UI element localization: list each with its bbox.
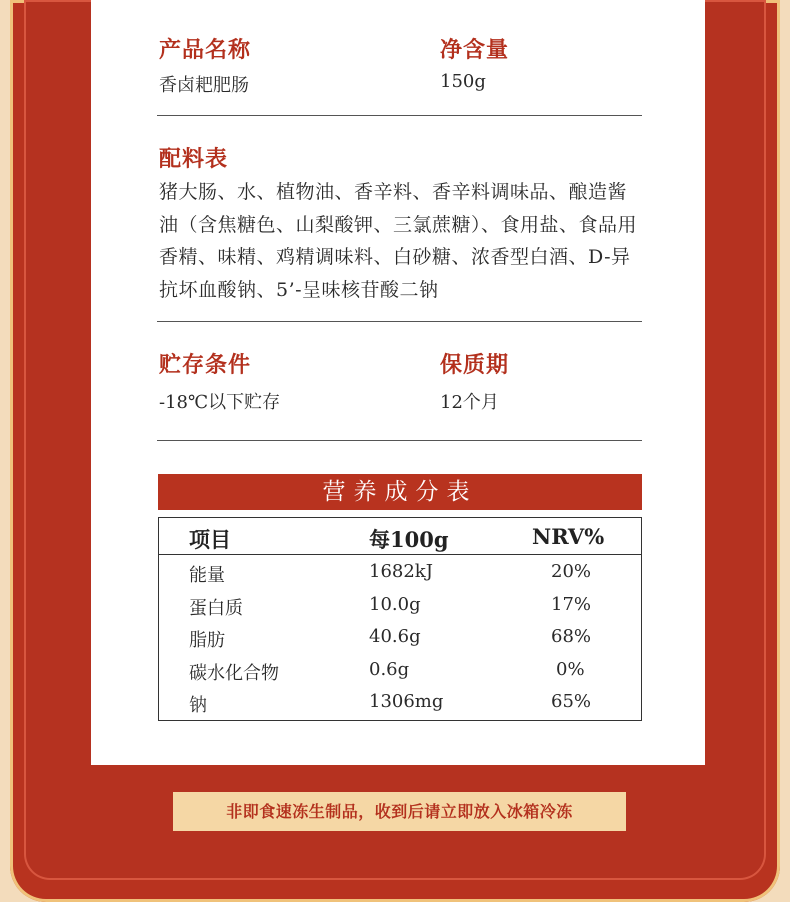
nutrient-nrv: 65%	[551, 691, 592, 712]
nutrient-name: 脂肪	[189, 630, 225, 651]
nutrient-nrv: 20%	[551, 561, 592, 582]
net-content-value: 150g	[440, 71, 486, 92]
product-name-value: 香卤耙肥肠	[159, 75, 249, 96]
table-row	[159, 557, 641, 589]
nutrient-nrv: 17%	[551, 594, 592, 615]
table-row	[159, 590, 641, 622]
nutrient-name: 钠	[189, 695, 207, 716]
nutrient-amount: 40.6g	[369, 626, 421, 647]
nutrient-amount: 10.0g	[369, 594, 421, 615]
column-header-nrv: NRV%	[532, 524, 605, 549]
nutrient-name: 蛋白质	[189, 598, 243, 619]
nutrient-amount: 1306mg	[369, 691, 444, 712]
nutrient-name: 能量	[189, 565, 225, 586]
frozen-notice-banner: 非即食速冻生制品，收到后请立即放入冰箱冷冻	[173, 792, 626, 831]
nutrient-amount: 0.6g	[369, 659, 410, 680]
shelf-life-label: 保质期	[440, 352, 510, 378]
divider	[157, 440, 642, 441]
nutrient-nrv: 68%	[551, 626, 592, 647]
nutrient-name: 碳水化合物	[189, 663, 279, 684]
net-content-label: 净含量	[440, 37, 510, 63]
column-header-per100g: 每100g	[369, 527, 449, 552]
nutrient-amount: 1682kJ	[369, 561, 433, 582]
storage-label: 贮存条件	[159, 352, 252, 378]
divider	[157, 321, 642, 322]
table-row	[159, 655, 641, 687]
nutrition-table-title: 营养成分表	[158, 474, 642, 510]
table-header-row	[159, 518, 641, 555]
ingredients-text: 猪大肠、水、植物油、香辛料、香辛料调味品、酿造酱油（含焦糖色、山梨酸钾、三氯蔗糖）、食用盐、食品用香精、味精、鸡精调味料、白砂糖、浓香型白酒、D-异抗坏血酸钠、5’-呈味核苷酸二钠	[159, 181, 638, 301]
shelf-life-value: 12个月	[440, 392, 499, 413]
nutrient-nrv: 0%	[556, 659, 585, 680]
column-header-item: 项目	[189, 527, 231, 552]
table-row	[159, 622, 641, 654]
nutrition-table	[158, 517, 642, 721]
storage-value: -18℃以下贮存	[159, 392, 281, 413]
ingredients-label: 配料表	[159, 146, 229, 172]
product-name-label: 产品名称	[159, 37, 252, 63]
table-row	[159, 687, 641, 719]
divider	[157, 115, 642, 116]
